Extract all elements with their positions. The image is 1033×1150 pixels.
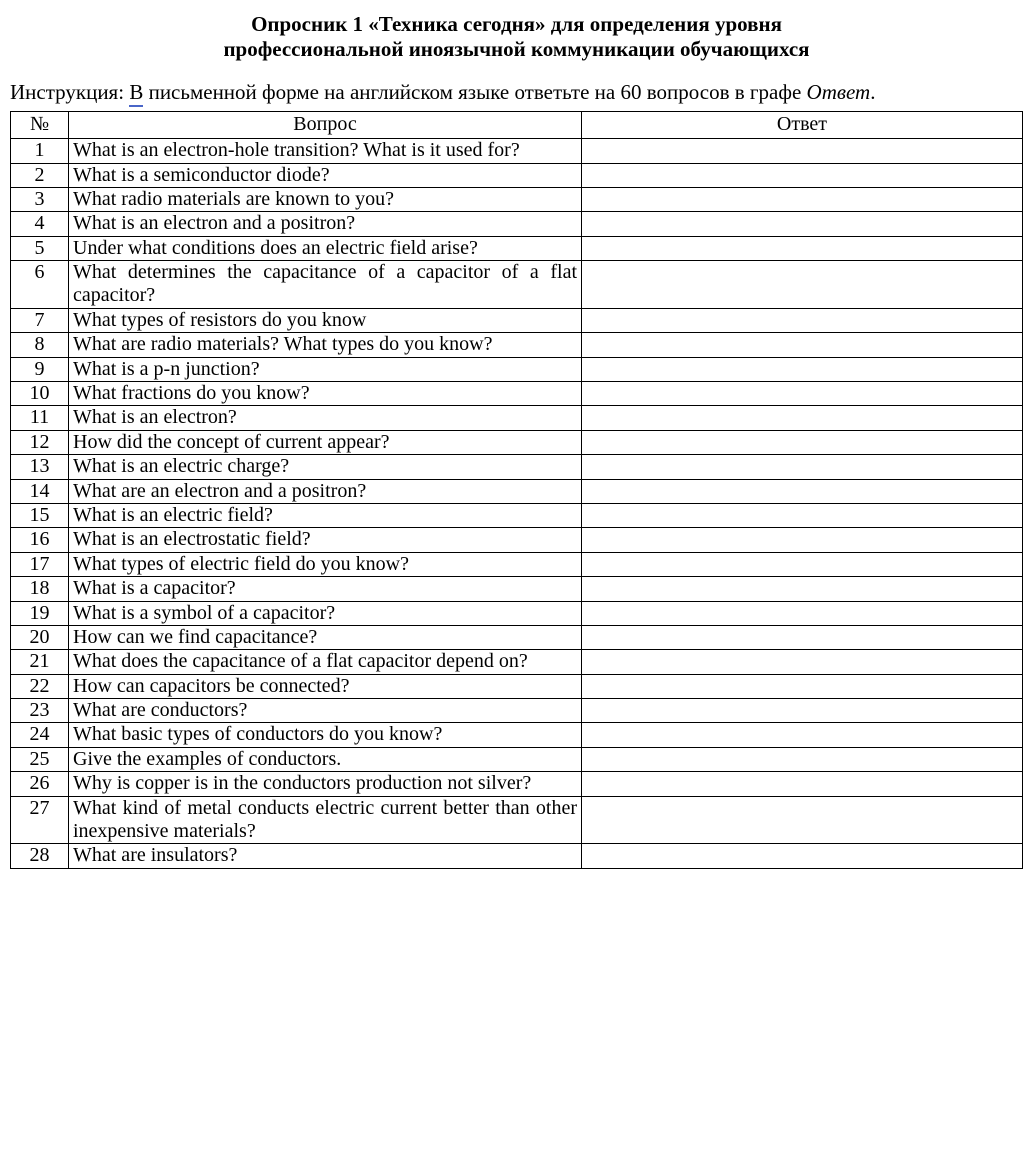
column-header-question: Вопрос <box>69 111 582 138</box>
row-answer-cell[interactable] <box>582 406 1023 430</box>
table-body <box>11 139 1023 869</box>
row-number: 14 <box>11 479 69 503</box>
row-number: 27 <box>11 796 69 844</box>
row-question: What types of electric field do you know? <box>69 552 582 576</box>
row-question: Give the examples of conductors. <box>69 747 582 771</box>
row-question: What types of resistors do you know <box>69 308 582 332</box>
row-number: 20 <box>11 625 69 649</box>
table-row <box>11 139 1023 163</box>
table-row <box>11 723 1023 747</box>
table-row <box>11 212 1023 236</box>
table-row <box>11 406 1023 430</box>
row-answer-cell[interactable] <box>582 139 1023 163</box>
row-number: 1 <box>11 139 69 163</box>
table-row <box>11 430 1023 454</box>
row-question: What are radio materials? What types do you know? <box>69 333 582 357</box>
instruction-end: . <box>870 79 876 104</box>
instruction-body: письменной форме на английском языке ответьте на 60 вопросов в графе <box>148 79 802 104</box>
row-answer-cell[interactable] <box>582 552 1023 576</box>
page-title <box>40 12 993 62</box>
row-question: What is a symbol of a capacitor? <box>69 601 582 625</box>
row-number: 17 <box>11 552 69 576</box>
table-row <box>11 503 1023 527</box>
row-question: What are insulators? <box>69 844 582 868</box>
row-question: How did the concept of current appear? <box>69 430 582 454</box>
table-row <box>11 601 1023 625</box>
row-question: What is an electric charge? <box>69 455 582 479</box>
row-number: 18 <box>11 577 69 601</box>
table-row <box>11 528 1023 552</box>
row-question: What does the capacitance of a flat capacitor depend on? <box>69 650 582 674</box>
row-question: What are an electron and a positron? <box>69 479 582 503</box>
row-number: 13 <box>11 455 69 479</box>
row-number: 16 <box>11 528 69 552</box>
table-row <box>11 187 1023 211</box>
row-number: 4 <box>11 212 69 236</box>
table-row <box>11 674 1023 698</box>
table-row <box>11 625 1023 649</box>
row-number: 28 <box>11 844 69 868</box>
row-number: 25 <box>11 747 69 771</box>
row-number: 22 <box>11 674 69 698</box>
table-row <box>11 747 1023 771</box>
row-answer-cell[interactable] <box>582 187 1023 211</box>
row-question: What is an electron-hole transition? What is it used for? <box>69 139 582 163</box>
row-question: How can we find capacitance? <box>69 625 582 649</box>
row-answer-cell[interactable] <box>582 625 1023 649</box>
row-answer-cell[interactable] <box>582 503 1023 527</box>
row-answer-cell[interactable] <box>582 430 1023 454</box>
row-number: 5 <box>11 236 69 260</box>
row-number: 11 <box>11 406 69 430</box>
instruction-label: Инструкция: <box>10 79 125 104</box>
row-question: What is a semiconductor diode? <box>69 163 582 187</box>
row-number: 7 <box>11 308 69 332</box>
row-question: Why is copper is in the conductors production not silver? <box>69 772 582 796</box>
row-answer-cell[interactable] <box>582 699 1023 723</box>
row-answer-cell[interactable] <box>582 212 1023 236</box>
row-number: 12 <box>11 430 69 454</box>
table-row <box>11 382 1023 406</box>
row-number: 19 <box>11 601 69 625</box>
instruction-italic-word: Ответ <box>806 79 871 104</box>
row-number: 9 <box>11 357 69 381</box>
row-question: What determines the capacitance of a capacitor of a flat capacitor? <box>69 261 582 309</box>
questionnaire-table <box>10 111 1023 869</box>
table-row <box>11 577 1023 601</box>
row-number: 3 <box>11 187 69 211</box>
row-answer-cell[interactable] <box>582 674 1023 698</box>
column-header-number: № <box>11 111 69 138</box>
row-answer-cell[interactable] <box>582 796 1023 844</box>
row-answer-cell[interactable] <box>582 528 1023 552</box>
table-row <box>11 455 1023 479</box>
row-question: What basic types of conductors do you know? <box>69 723 582 747</box>
row-answer-cell[interactable] <box>582 333 1023 357</box>
row-question: What are conductors? <box>69 699 582 723</box>
row-answer-cell[interactable] <box>582 163 1023 187</box>
table-row <box>11 308 1023 332</box>
table-header-row <box>11 111 1023 138</box>
row-answer-cell[interactable] <box>582 723 1023 747</box>
row-question: What fractions do you know? <box>69 382 582 406</box>
row-question: What is a p-n junction? <box>69 357 582 381</box>
row-number: 8 <box>11 333 69 357</box>
row-question: What radio materials are known to you? <box>69 187 582 211</box>
table-row <box>11 552 1023 576</box>
table-row <box>11 844 1023 868</box>
page-title-line-1: Опросник 1 «Техника сегодня» для определения уровня <box>251 12 782 36</box>
row-number: 21 <box>11 650 69 674</box>
row-number: 2 <box>11 163 69 187</box>
table-row <box>11 650 1023 674</box>
row-answer-cell[interactable] <box>582 601 1023 625</box>
row-question: What is an electrostatic field? <box>69 528 582 552</box>
table-row <box>11 479 1023 503</box>
table-row <box>11 772 1023 796</box>
row-answer-cell[interactable] <box>582 479 1023 503</box>
row-number: 26 <box>11 772 69 796</box>
row-answer-cell[interactable] <box>582 772 1023 796</box>
column-header-answer: Ответ <box>582 111 1023 138</box>
row-question: What is a capacitor? <box>69 577 582 601</box>
row-question: Under what conditions does an electric field arise? <box>69 236 582 260</box>
row-answer-cell[interactable] <box>582 577 1023 601</box>
row-number: 24 <box>11 723 69 747</box>
row-number: 6 <box>11 261 69 309</box>
table-row <box>11 699 1023 723</box>
row-answer-cell[interactable] <box>582 261 1023 309</box>
row-question: What is an electron? <box>69 406 582 430</box>
row-answer-cell[interactable] <box>582 382 1023 406</box>
table-row <box>11 236 1023 260</box>
row-number: 10 <box>11 382 69 406</box>
row-answer-cell[interactable] <box>582 455 1023 479</box>
table-row <box>11 333 1023 357</box>
table-row <box>11 261 1023 309</box>
row-answer-cell[interactable] <box>582 844 1023 868</box>
instruction-spellcheck-word: В <box>129 80 143 107</box>
page-title-line-2: профессиональной иноязычной коммуникации обучающихся <box>223 36 810 61</box>
row-answer-cell[interactable] <box>582 236 1023 260</box>
row-answer-cell[interactable] <box>582 357 1023 381</box>
row-answer-cell[interactable] <box>582 308 1023 332</box>
instruction-paragraph <box>10 80 1023 105</box>
row-question: What is an electric field? <box>69 503 582 527</box>
row-question: What kind of metal conducts electric current better than other inexpensive materials? <box>69 796 582 844</box>
row-question: How can capacitors be connected? <box>69 674 582 698</box>
row-question: What is an electron and a positron? <box>69 212 582 236</box>
row-number: 15 <box>11 503 69 527</box>
table-row <box>11 163 1023 187</box>
table-row <box>11 796 1023 844</box>
row-number: 23 <box>11 699 69 723</box>
row-answer-cell[interactable] <box>582 650 1023 674</box>
table-row <box>11 357 1023 381</box>
row-answer-cell[interactable] <box>582 747 1023 771</box>
